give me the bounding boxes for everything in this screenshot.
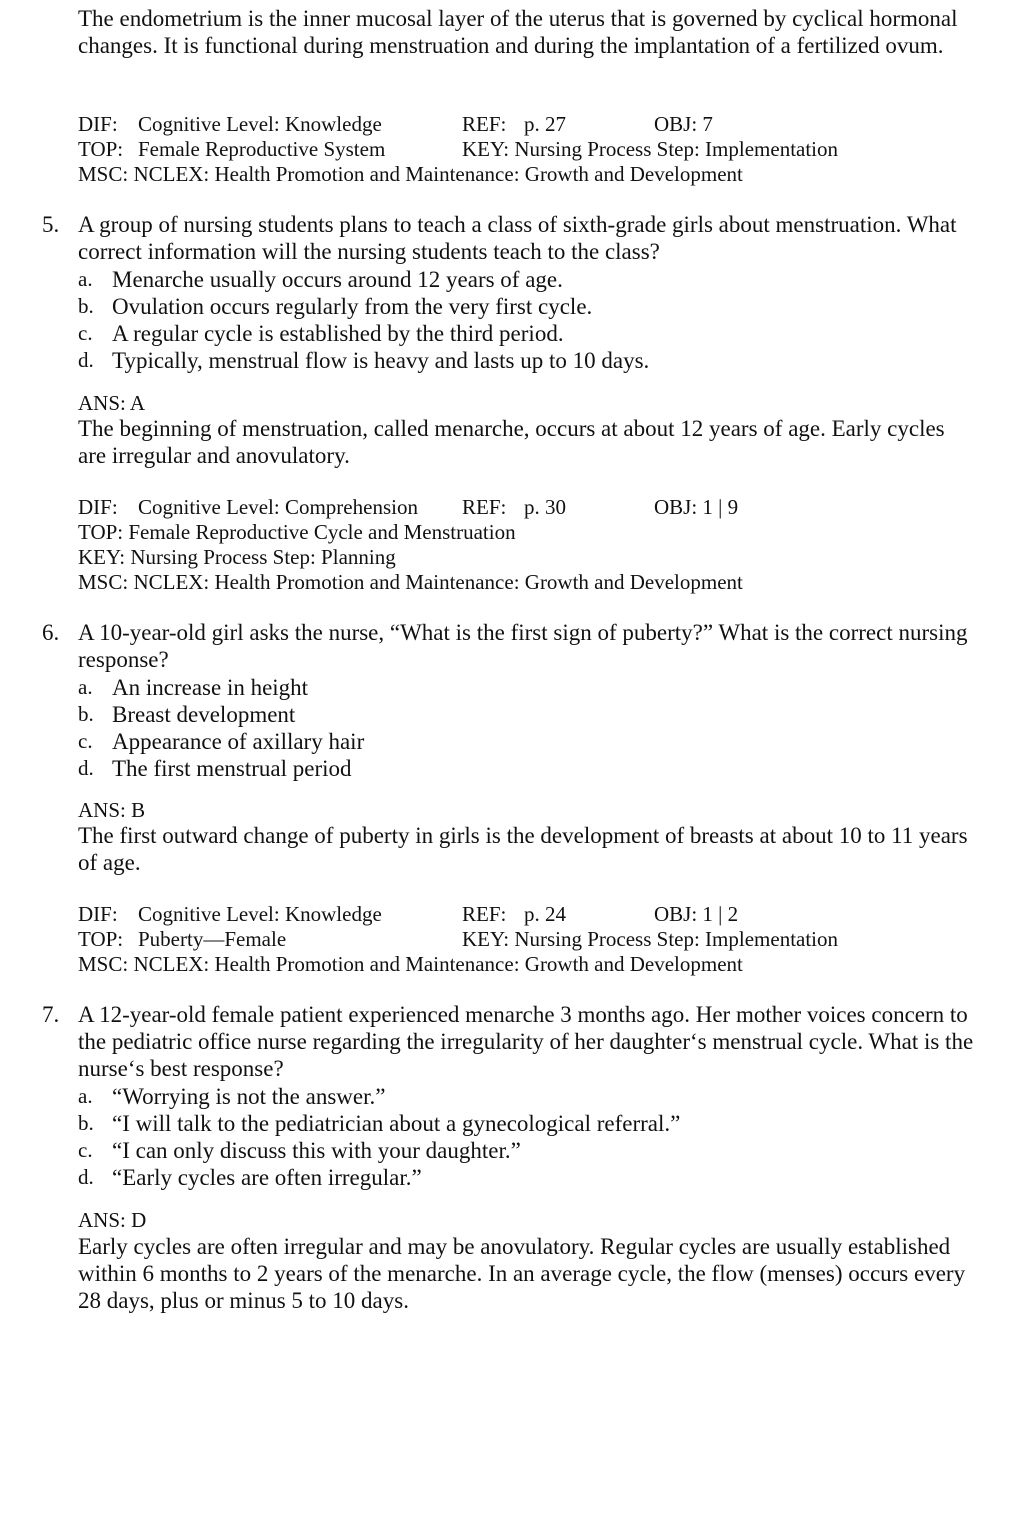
dif-value: Cognitive Level: Knowledge — [138, 902, 382, 926]
option-letter: b. — [78, 702, 94, 726]
msc-value: MSC: NCLEX: Health Promotion and Maintenance: Growth and Development — [78, 162, 743, 186]
obj-value: OBJ: 1 | 2 — [654, 902, 739, 926]
rationale-text: The endometrium is the inner mucosal layer of the uterus that is governed by cyclical hormonal changes. It is functional during menstruation and during the implantation of a fertilized ovum. — [78, 6, 958, 58]
option-text: “Early cycles are often irregular.” — [112, 1165, 422, 1190]
ref-value: p. 30 — [524, 495, 566, 519]
top-value: TOP: Female Reproductive Cycle and Menstruation — [78, 520, 516, 544]
question-stem: A 10-year-old girl asks the nurse, “What is the first sign of puberty?” What is the correct nursing response? — [78, 620, 968, 672]
ref-value: p. 27 — [524, 112, 566, 136]
answer-key: ANS: A — [78, 391, 146, 415]
option-letter: c. — [78, 729, 93, 753]
top-label: TOP: — [78, 137, 124, 161]
msc-value: MSC: NCLEX: Health Promotion and Maintenance: Growth and Development — [78, 952, 743, 976]
ref-value: p. 24 — [524, 902, 566, 926]
question-number: 6. — [42, 620, 60, 645]
rationale-text: Early cycles are often irregular and may be anovulatory. Regular cycles are usually established within 6 months to 2 years of the menarche. In an average cycle, the flow (menses) occurs every 28 days, plus or minus 5 to 10 days. — [78, 1234, 966, 1313]
top-label: TOP: — [78, 927, 124, 951]
question-stem: A 12-year-old female patient experienced menarche 3 months ago. Her mother voices concern to the pediatric office nurse regarding the irregularity of her daughter‘s menstrual cycle. What is the nurse‘s best response? — [78, 1002, 974, 1081]
option-letter: a. — [78, 267, 93, 291]
option-letter: a. — [78, 675, 93, 699]
answer-key: ANS: B — [78, 798, 146, 822]
option-letter: c. — [78, 1138, 93, 1162]
msc-value: MSC: NCLEX: Health Promotion and Maintenance: Growth and Development — [78, 570, 743, 594]
ref-label: REF: — [462, 902, 507, 926]
option-letter: d. — [78, 1165, 94, 1189]
option-letter: b. — [78, 294, 94, 318]
dif-value: Cognitive Level: Comprehension — [138, 495, 418, 519]
question-stem: A group of nursing students plans to teach a class of sixth-grade girls about menstruation. What correct information will the nursing students teach to the class? — [78, 212, 957, 264]
option-text: A regular cycle is established by the third period. — [112, 321, 564, 346]
option-text: “Worrying is not the answer.” — [112, 1084, 386, 1109]
top-value: Female Reproductive System — [138, 137, 386, 161]
option-text: Appearance of axillary hair — [112, 729, 365, 754]
dif-value: Cognitive Level: Knowledge — [138, 112, 382, 136]
top-value: Puberty—Female — [138, 927, 287, 951]
option-letter: c. — [78, 321, 93, 345]
answer-key: ANS: D — [78, 1208, 147, 1232]
option-letter: a. — [78, 1084, 93, 1108]
obj-value: OBJ: 7 — [654, 112, 713, 136]
option-text: Ovulation occurs regularly from the very first cycle. — [112, 294, 593, 319]
ref-label: REF: — [462, 495, 507, 519]
obj-value: OBJ: 1 | 9 — [654, 495, 739, 519]
option-letter: b. — [78, 1111, 94, 1135]
dif-label: DIF: — [78, 112, 118, 136]
rationale-text: The first outward change of puberty in girls is the development of breasts at about 10 to 11 years of age. — [78, 823, 968, 875]
option-text: “I will talk to the pediatrician about a gynecological referral.” — [112, 1111, 681, 1136]
option-letter: d. — [78, 756, 94, 780]
question-number: 5. — [42, 212, 60, 237]
key-value: KEY: Nursing Process Step: Implementation — [462, 927, 839, 951]
option-text: Breast development — [112, 702, 296, 727]
key-value: KEY: Nursing Process Step: Planning — [78, 545, 396, 569]
rationale-text: The beginning of menstruation, called menarche, occurs at about 12 years of age. Early cycles are irregular and anovulatory. — [78, 416, 945, 468]
option-text: Menarche usually occurs around 12 years of age. — [112, 267, 563, 292]
option-text: “I can only discuss this with your daughter.” — [112, 1138, 521, 1163]
option-letter: d. — [78, 348, 94, 372]
dif-label: DIF: — [78, 495, 118, 519]
option-text: The first menstrual period — [112, 756, 352, 781]
dif-label: DIF: — [78, 902, 118, 926]
question-number: 7. — [42, 1002, 60, 1027]
ref-label: REF: — [462, 112, 507, 136]
key-value: KEY: Nursing Process Step: Implementation — [462, 137, 839, 161]
option-text: Typically, menstrual flow is heavy and lasts up to 10 days. — [112, 348, 650, 373]
option-text: An increase in height — [112, 675, 309, 700]
